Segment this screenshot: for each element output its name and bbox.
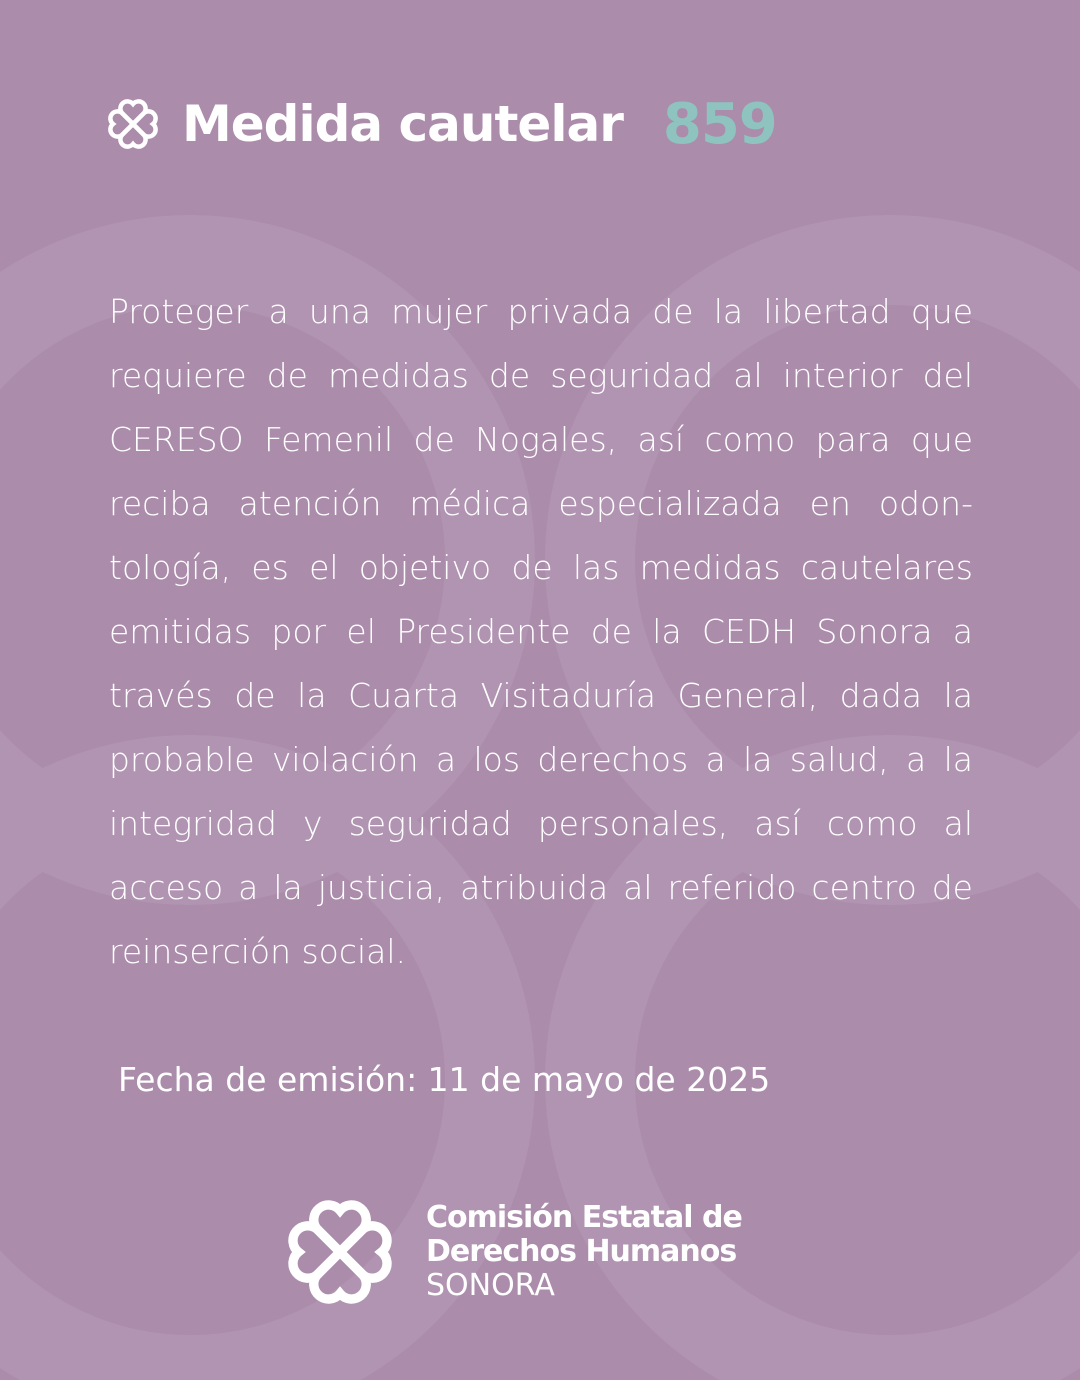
footer (288, 1200, 742, 1304)
measure-number: 859 (662, 91, 777, 157)
org-name (426, 1201, 742, 1303)
header (108, 88, 777, 160)
page-title: Medida cautelar (182, 95, 623, 153)
cedh-knot-icon (108, 99, 158, 149)
body-paragraph: Proteger a una mujer privada de la libertad que requiere de medidas de seguridad al interior del CERESO Femenil de Nogales, así como para que reciba atención médica especializada en odon-tología, es el objetivo de las medidas cautelares emitidas por el Presidente de la CEDH Sonora a través de la Cuarta Visitaduría General, dada la probable violación a los derechos a la salud, a la integridad y seguridad personales, así como al acceso a la justicia, atribuida al referido centro de reinserción social. (109, 292, 973, 971)
org-name-line3: SONORA (426, 1268, 555, 1303)
org-name-line2: Derechos Humanos (426, 1234, 737, 1269)
issue-date: Fecha de emisión: 11 de mayo de 2025 (118, 1060, 771, 1099)
org-name-line1: Comisión Estatal de (426, 1200, 742, 1235)
cedh-knot-icon (288, 1200, 392, 1304)
